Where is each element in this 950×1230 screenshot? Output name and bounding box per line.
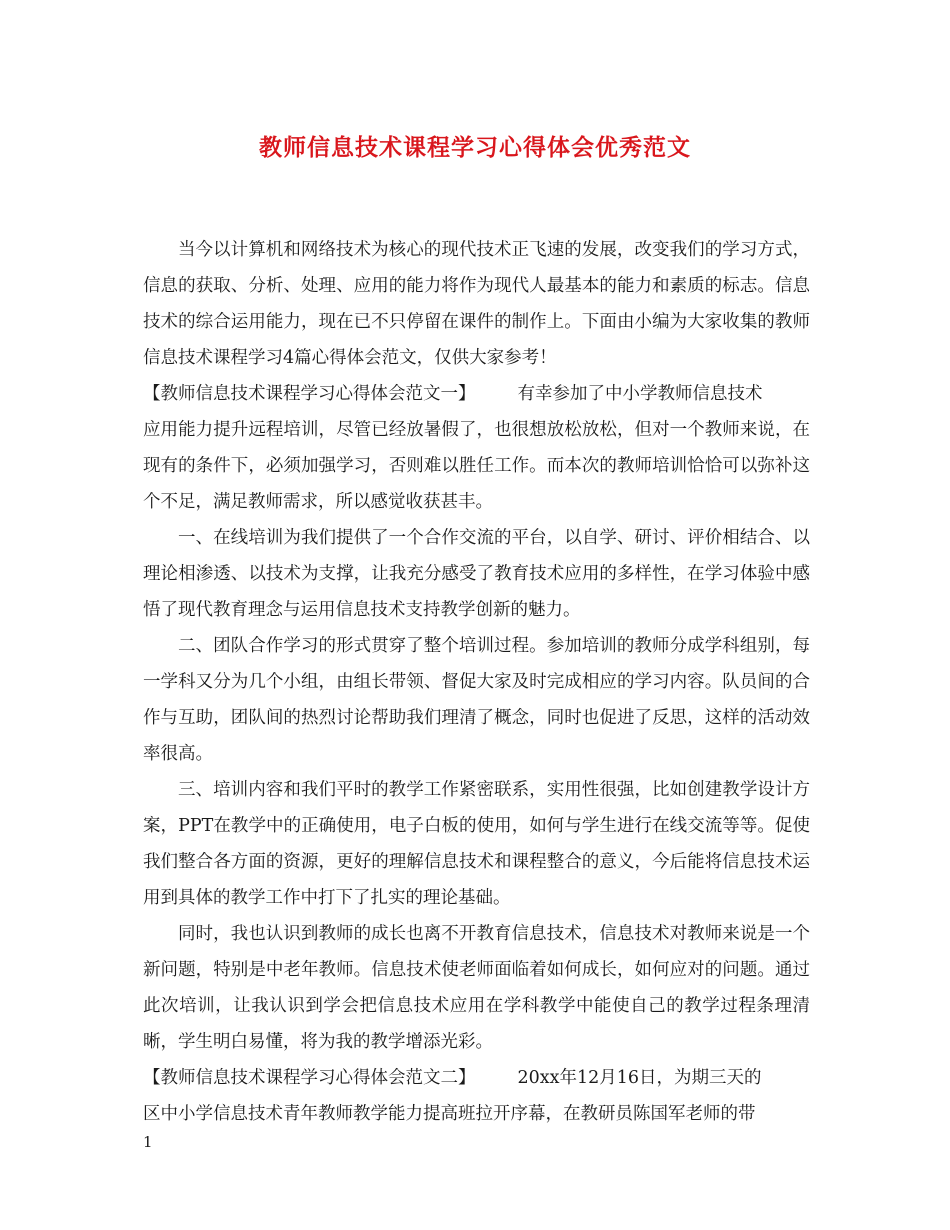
paragraph-3: 三、培训内容和我们平时的教学工作紧密联系，实用性很强，比如创建教学设计方案，PPT在教学中的正确使用，电子白板的使用，如何与学生进行在线交流等等。促使我们整合各方面的资源，更好的理解信息技术和课程整合的意义，今后能将信息技术运用到具体的教学工作中打下了扎实的理论基础。 [143,780,810,908]
paragraph-1: 一、在线培训为我们提供了一个合作交流的平台，以自学、研讨、评价相结合、以理论相渗透、以技术为支撑，让我充分感受了教育技术应用的多样性，在学习体验中感悟了现代教育理念与运用信息技术支持教学创新的魅力。 [143,528,810,620]
section-1-heading-line [143,376,810,412]
section-2-heading: 【教师信息技术课程学习心得体会范文二】 [143,1068,476,1088]
section-2-heading-line [143,1060,810,1096]
document-body [143,232,810,1132]
document-title: 教师信息技术课程学习心得体会优秀范文 [259,134,691,161]
section-2-lead: 20xx年12月16日，为期三天的 [517,1068,762,1088]
section-1-heading: 【教师信息技术课程学习心得体会范文一】 [143,384,476,404]
section-1-lead: 有幸参加了中小学教师信息技术 [517,384,763,404]
section-1-paragraph: 应用能力提升远程培训，尽管已经放暑假了，也很想放松放松，但对一个教师来说，在现有的条件下，必须加强学习，否则难以胜任工作。而本次的教师培训恰恰可以弥补这个不足，满足教师需求，所以感觉收获甚丰。 [143,420,810,512]
paragraph-2: 二、团队合作学习的形式贯穿了整个培训过程。参加培训的教师分成学科组别，每一学科又分为几个小组，由组长带领、督促大家及时完成相应的学习内容。队员间的合作与互助，团队间的热烈讨论帮助我们理清了概念，同时也促进了反思，这样的活动效率很高。 [143,636,810,764]
page-number: 1 [143,1133,153,1151]
intro-paragraph: 当今以计算机和网络技术为核心的现代技术正飞速的发展，改变我们的学习方式，信息的获取、分析、处理、应用的能力将作为现代人最基本的能力和素质的标志。信息技术的综合运用能力，现在已不只停留在课件的制作上。下面由小编为大家收集的教师信息技术课程学习4篇心得体会范文，仅供大家参考！ [143,240,810,368]
section-2-paragraph: 区中小学信息技术青年教师教学能力提高班拉开序幕，在教研员陈国军老师的带 [143,1104,756,1124]
paragraph-4: 同时，我也认识到教师的成长也离不开教育信息技术，信息技术对教师来说是一个新问题，特别是中老年教师。信息技术使老师面临着如何成长，如何应对的问题。通过此次培训，让我认识到学会把信息技术应用在学科教学中能使自己的教学过程条理清晰，学生明白易懂，将为我的教学增添光彩。 [143,924,810,1052]
